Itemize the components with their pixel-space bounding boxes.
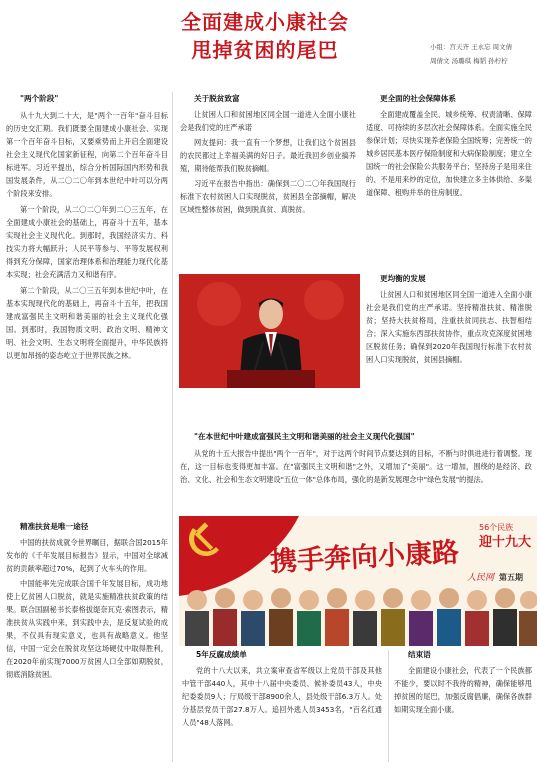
episode-label: 第五期 — [499, 573, 523, 582]
column-precise-poverty — [6, 520, 168, 765]
prosperity-paragraph-2: 网友提问：我一直有一个梦想，让我们这个贫困县的农民都过上幸福美满的好日子。最近我回乡创业搞养殖，期待能帮我们脱贫摘帽。 — [180, 138, 356, 173]
badge-main: 迎十九大 — [479, 535, 532, 550]
byline — [430, 40, 534, 68]
banner-illustration — [179, 516, 537, 646]
modern-power-paragraph: 从党的十五大报告中提出"两个一百年"，对于这两个时间节点要达到的目标，不断与时俱进进行着调整。现在，这一目标也变得更加丰富。在"富强民主文明和谐"之外，又增加了"美丽"。这一增加，围绕的是经济、政治、文化、社会和生态文明建设"五位一体"总体布局，强化的是新发展理念中"绿色发展"的提法。 — [180, 449, 532, 484]
two-stages-paragraph-1: 从十九大到二十大，是"两个一百年"奋斗目标的历史交汇期。我们既要全面建成小康社会、实现第一个百年奋斗目标，又要乘势而上开启全面建设社会主义现代化国家新征程，向第二个百年奋斗目标进军。习近平提出，综合分析国际国内形势和我国发展条件，从二〇二〇年到本世纪中叶可以分两个阶段来安排。 — [6, 111, 168, 198]
leader-speech-illustration — [179, 274, 360, 388]
balanced-development-heading: 更均衡的发展 — [380, 274, 426, 283]
column-social-security — [366, 92, 532, 266]
balanced-development-paragraph-1: 让贫困人口和贫困地区同全国一道进入全面小康社会是我们党的庄严承诺。坚持精准扶贫、精准脱贫；坚持大扶贫格局，注重扶贫同扶志、扶智相结合；深入实施东西部扶贫协作，重点攻克深度贫困地区脱贫任务；确保到2020年我国现行标准下农村贫困人口实现脱贫，贫困县摘帽。 — [366, 290, 532, 364]
section-modern-power — [180, 430, 532, 514]
column-two-stages — [6, 92, 168, 518]
precise-poverty-paragraph-2: 中国能率先完成联合国千年发展目标，成功地使上亿贫困人口脱贫，就是实施精准扶贫政策的结果。联合国副秘书长泰格拔缇奈瓦克·索图表示，精准扶贫从实践中来，到实践中去，是反复试验的成果，不仅具有现实意义，也具有战略意义。他坚信，中国一定会在脱贫攻坚这场硬仗中取得胜利，在2020年前实现7000万贫困人口全部如期脱贫，彻底消除贫困。 — [6, 579, 168, 679]
leader-speech-photo — [179, 274, 360, 388]
conclusion-heading: 结束语 — [408, 650, 431, 659]
bottom-divider — [388, 650, 389, 762]
two-stages-paragraph-3: 第二个阶段，从二〇三五年到本世纪中叶，在基本实现现代化的基础上，再奋斗十五年，把我国建成富强民主文明和谐美丽的社会主义现代化强国。到那时，我国物质文明、政治文明、精神文明、社会文明、生态文明将全面提升，中华民族将以更加昂扬的姿态屹立于世界民族之林。 — [6, 286, 168, 360]
prosperity-paragraph-1: 让贫困人口和贫困地区同全国一道进入全面小康社会是我们党的庄严承诺 — [180, 110, 356, 132]
moderately-prosperous-banner — [179, 516, 537, 646]
modern-power-heading: "在本世纪中叶建成富强民主文明和谐美丽的社会主义现代化强国" — [194, 432, 415, 441]
social-security-heading: 更全面的社会保障体系 — [380, 94, 456, 103]
title-line-1: 全面建成小康社会 — [181, 10, 349, 34]
anti-corruption-heading: 5年反腐成绩单 — [196, 650, 247, 659]
two-stages-heading: "两个阶段" — [20, 94, 59, 103]
precise-poverty-paragraph-1: 中国的扶贫成就令世界瞩目，据联合国2015年发布的《千年发展目标报告》显示，中国对全球减贫的贡献率超过70%，起到了火车头的作用。 — [6, 538, 168, 573]
column-balanced-development — [366, 272, 532, 412]
page-title — [150, 8, 380, 64]
two-stages-paragraph-2: 第一个阶段，从二〇二〇年到二〇三五年，在全面建成小康社会的基础上，再奋斗十五年，基本实现社会主义现代化。到那时，我国经济实力、科技实力将大幅跃升；人民平等参与、平等发展权利得到充分保障，国家治理体系和治理能力现代化基本实现；社会充满活力又和谐有序。 — [6, 205, 168, 279]
column-conclusion — [394, 648, 532, 766]
byline-line-1: 小组：宫天齐 王永忘 周文倩 — [430, 43, 513, 51]
byline-line-2: 周倩文 汤璐琪 梅韬 孙柠柠 — [430, 57, 508, 65]
anti-corruption-paragraph: 党的十八大以来，共立案审查省军级以上党员干部及其他中管干部440人，其中十八届中央委员、候补委员43人，中央纪委委员9人；厅局级干部8900余人，县处级干部6.3万人。处分基层党员干部27.8万人。追回外逃人员3453名，"百名红通人员"48人落网。 — [182, 666, 382, 727]
people-daily-logo: 人民网 — [467, 573, 495, 583]
title-line-2: 甩掉贫困的尾巴 — [191, 38, 339, 62]
left-column-divider — [172, 92, 173, 762]
banner-title: 携手奔向小康路 — [269, 537, 460, 578]
prosperity-paragraph-3: 习近平在报告中指出：确保到二〇二〇年我国现行标准下农村贫困人口实现脱贫，贫困县全部摘帽，解决区域性整体贫困，做到脱真贫、真脱贫。 — [180, 179, 356, 214]
precise-poverty-heading: 精准扶贫是唯一途径 — [20, 522, 89, 531]
prosperity-heading: 关于脱贫致富 — [194, 94, 240, 103]
social-security-paragraph-1: 全面建成覆盖全民、城乡统筹、权责清晰、保障适度、可持续的多层次社会保障体系。全面实施全民参保计划；尽快实现养老保险全国统筹；完善统一的城乡居民基本医疗保险制度和大病保险制度；建立全国统一的社会保险公共服务平台；坚持房子是用来住的、不是用来炒的定位，加快建立多主体供给、多渠道保障、租购并举的住房制度。 — [366, 110, 532, 197]
column-prosperity — [180, 92, 356, 270]
badge-prefix: 56个民族 — [479, 523, 514, 532]
conclusion-paragraph: 全面建设小康社会，代表了一个民族都不能少，要以时不我待的精神，确保能够甩掉贫困的尾巴，加强反腐倡廉，确保各族群如期实现全面小康。 — [394, 666, 532, 714]
column-anti-corruption — [182, 648, 382, 766]
